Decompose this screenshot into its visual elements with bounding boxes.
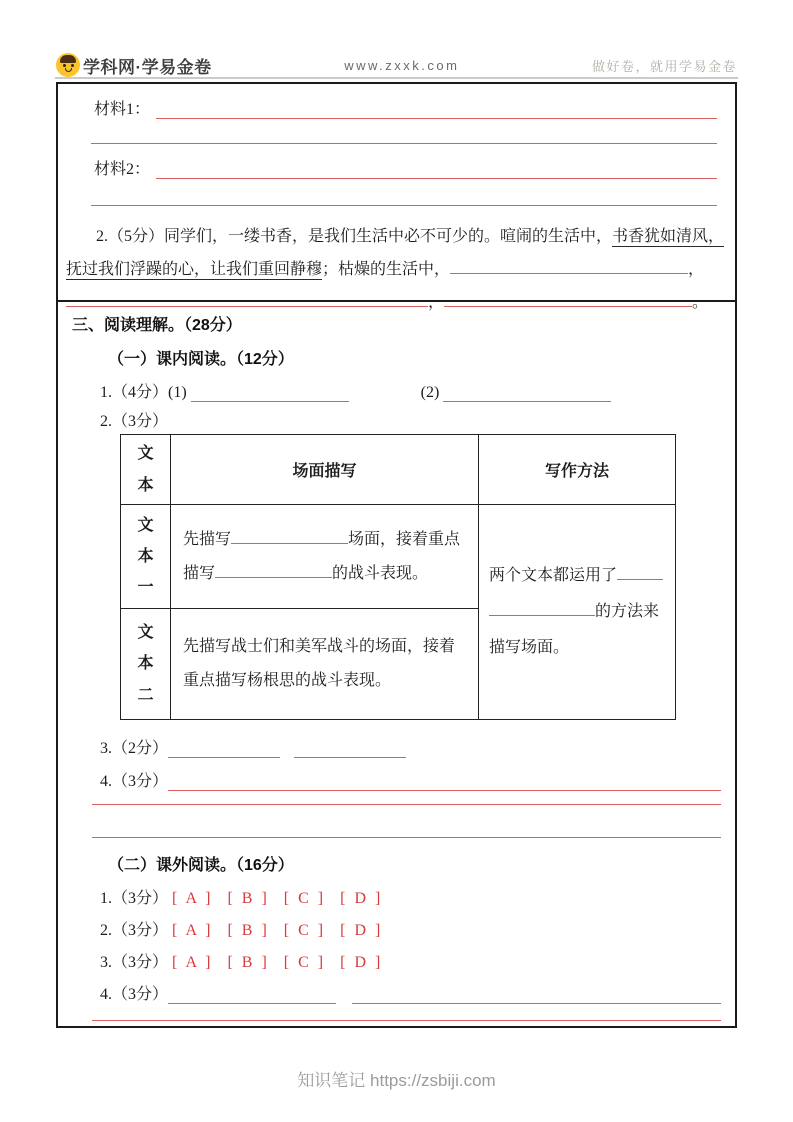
part1-q4-row [100,765,721,791]
punct: ， [688,261,705,278]
desc-seg: 的战斗表现。 [332,564,429,582]
answer-blank [156,103,717,119]
question-label: 4.（3分） [100,986,169,1003]
col1-header: 文本 [137,445,154,494]
answer-blank [215,562,332,578]
header-cell-text [121,435,171,505]
question-label: 1.（3分） [100,890,169,907]
part2-title: （二）课外阅读。（16分） [108,857,294,874]
table-header-row [121,435,676,505]
answer-blank [352,988,721,1004]
part2-q1-row [100,882,721,908]
row-label-cell [121,609,171,720]
answer-blank [617,564,663,580]
brand-text: 学科网·学易金卷 [83,57,212,77]
q2-text: 2.（5分）同学们，一缕书香，是我们生活中必不可少的。喧闹的生活中， [96,228,613,245]
question-label: 3.（3分） [100,954,169,971]
material-1-row [94,97,717,119]
answer-line [91,143,717,144]
question-label: 4.（3分） [100,773,169,790]
writing-method-cell [479,505,676,720]
material-1-label: 材料1： [94,101,151,118]
answer-line [92,791,721,805]
part1-q1-row [100,376,721,402]
answer-blank [191,386,349,402]
answer-line [91,205,717,206]
material-2-row [94,157,717,179]
desc-seg: 先描写 [183,530,232,548]
reading-title: 三、阅读理解。（28分） [72,317,242,334]
page-footer [0,1066,793,1091]
sub-question-label: (1) [168,384,187,401]
header-url: www.zxxk.com [344,57,460,73]
section-reading [58,302,735,1026]
text2-description-cell: 先描写战士们和美军战斗的场面，接着重点描写杨根思的战斗表现。 [171,609,479,720]
q2-underlined-text: 书香犹如清风， [612,228,725,245]
q2-text: ；枯燥的生活中， [322,261,451,278]
col3-header: 写作方法 [479,435,676,505]
method-seg: 的方法 [595,603,644,620]
logo-eyes [63,64,66,67]
answer-blank [450,258,688,274]
part2-q2-row [100,914,721,940]
answer-blank [489,600,595,616]
q2-underlined-text: 抚过我们浮躁的心，让我们重回静穆 [66,261,323,278]
footer-watermark-link[interactable]: 知识笔记 https://zsbiji.com [297,1071,496,1090]
text2-label: 文本二 [137,624,154,704]
answer-blank [231,528,348,544]
method-seg: 来描写场面。 [489,603,660,656]
answer-blank [294,742,406,758]
answer-line [92,805,721,838]
material-2-label: 材料2： [94,161,151,178]
zxxk-logo-icon [56,53,80,77]
site-header [56,52,737,78]
question-label: 1.（4分） [100,384,169,401]
question-label: 3.（2分） [100,740,169,757]
answer-blank [168,742,280,758]
logo-hair [60,55,76,63]
text1-description-cell [171,505,479,609]
punct: ， [428,294,445,311]
answer-blank [444,291,692,307]
brand [56,53,212,78]
part2-q3-row [100,946,721,972]
paragraph-line-1 [66,220,725,253]
answer-blank [168,988,336,1004]
answer-line [92,1004,721,1021]
choice-options: [ A ] [ B ] [ C ] [ D ] [172,890,382,907]
sub-question-label: (2) [420,384,440,401]
answer-sheet [56,82,737,1028]
scene-description-table [120,434,676,720]
answer-blank [443,386,611,402]
part1-q3-row [100,732,721,758]
part1-q2-label: 2.（3分） [100,413,169,430]
choice-options: [ A ] [ B ] [ C ] [ D ] [172,954,382,971]
col2-header: 场面描写 [171,435,479,505]
paragraph-line-2 [66,253,719,286]
row-label-cell [121,505,171,609]
table-row-text1 [121,505,676,609]
header-divider [55,77,738,79]
answer-blank [168,775,721,791]
part1-title: （一）课内阅读。（12分） [108,351,294,368]
header-slogan: 做好卷，就用学易金卷 [591,58,737,74]
answer-blank [156,163,717,179]
logo-mouth [65,68,72,72]
method-seg: 两个文本都运用了 [489,567,618,584]
choice-options: [ A ] [ B ] [ C ] [ D ] [172,922,382,939]
section-materials [58,84,735,311]
question-2-paragraph [66,220,725,319]
text1-label: 文本一 [137,516,154,597]
part2-q4-row [100,978,721,1004]
desc-seg: 场面，接着重点描写 [183,530,461,582]
question-label: 2.（3分） [100,922,169,939]
punct: 。 [692,294,709,311]
answer-blank [66,291,428,307]
